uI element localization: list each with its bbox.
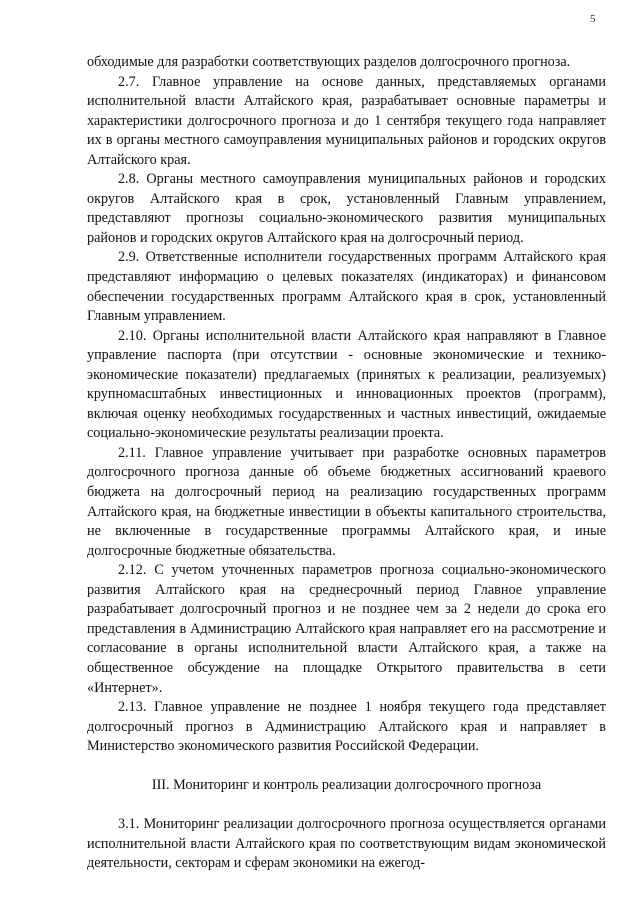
paragraph-2-8: 2.8. Органы местного самоуправления муниципальных районов и городских округов Алтайского края в срок, установленный Главным управлением, представляют прогнозы социально-экономического развития муниципальных районов и городских округов Алтайского края на долгосрочный период.: [87, 171, 606, 246]
paragraph-2-7: 2.7. Главное управление на основе данных, представляемых органами исполнительной власти Алтайского края, разрабатывает основные параметры и характеристики долгосрочного прогноза и до 1 сентября текущего года направляет их в органы местного самоуправления муниципальных районов и городских округов Алтайского края.: [87, 73, 606, 168]
document-body: [87, 53, 606, 874]
paragraph-3-1: 3.1. Мониторинг реализации долгосрочного прогноза осуществляется органами исполнительной власти Алтайского края по соответствующим видам экономической деятельности, секторам и сферам экономики на ежегод-: [87, 816, 606, 872]
page-number: 5: [590, 13, 596, 25]
paragraph-2-10: 2.10. Органы исполнительной власти Алтайского края направляют в Главное управление паспорта (при отсутствии - основные экономические и технико-экономические показатели) предлагаемых (принятых к реализации, реализуемых) крупномасштабных инвестиционных и инновационных проектов (программ), включая оценку необходимых государственных и частных инвестиций, ожидаемые социально-экономические результаты реализации проекта.: [87, 327, 606, 442]
section-heading: III. Мониторинг и контроль реализации долгосрочного прогноза: [151, 776, 542, 793]
paragraph-continuation: обходимые для разработки соответствующих разделов долгосрочного прогноза.: [87, 54, 571, 70]
paragraph-2-9: 2.9. Ответственные исполнители государственных программ Алтайского края представляют информацию о целевых показателях (индикаторах) и финансовом обеспечении государственных программ Алтайского края в срок, установленный Главным управлением.: [87, 249, 606, 325]
paragraph-2-11: 2.11. Главное управление учитывает при разработке основных параметров долгосрочного прогноза данные об объеме бюджетных ассигнований краевого бюджета на долгосрочный период на реализацию государственных программ Алтайского края, на бюджетные инвестиции в объекты капитального строительства, не включенные в государственные программы Алтайского края, и иные долгосрочные бюджетные обязательства.: [87, 444, 606, 559]
paragraph-2-13: 2.13. Главное управление не позднее 1 ноября текущего года представляет долгосрочный прогноз в Администрацию Алтайского края и направляет в Министерство экономического развития Российской Федерации.: [87, 699, 606, 755]
paragraph-2-12: 2.12. С учетом уточненных параметров прогноза социально-экономического развития Алтайского края на среднесрочный период Главное управление разрабатывает долгосрочный прогноз и не позднее чем за 2 недели до срока его представления в Администрацию Алтайского края направляет его на рассмотрение и согласование в органы исполнительной власти Алтайского края, а также на общественное обсуждение на площадке Открытого правительства в сети «Интернет».: [87, 562, 606, 696]
